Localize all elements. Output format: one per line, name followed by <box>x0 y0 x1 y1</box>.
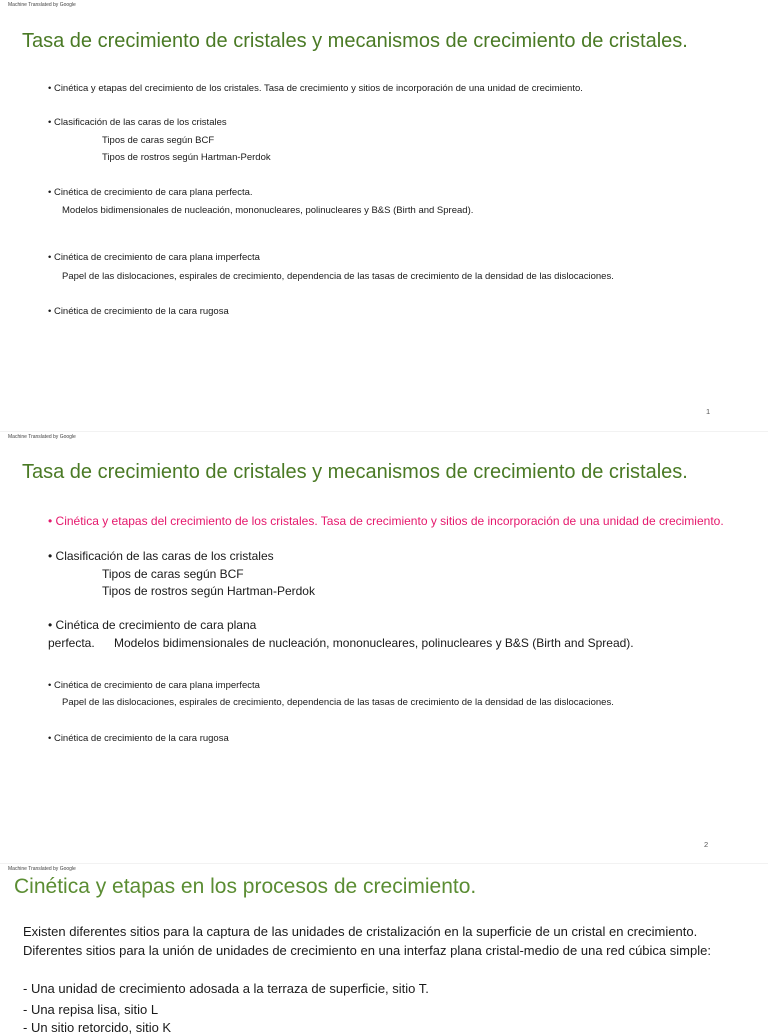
bullet-imperfect-face: • Cinética de crecimiento de cara plana imperfecta <box>48 252 260 263</box>
sub-nucleation-models: Modelos bidimensionales de nucleación, mononucleares, polinucleares y B&S (Birth and Spread). <box>62 205 474 216</box>
bullet-perfect-face: • Cinética de crecimiento de cara plana perfecta. <box>48 187 253 198</box>
sub-hartman-perdok: Tipos de rostros según Hartman-Perdok <box>102 584 315 598</box>
sub-dislocations: Papel de las dislocaciones, espirales de crecimiento, dependencia de las tasas de crecimiento de la densidad de las dislocaciones. <box>62 271 614 282</box>
bullet-kinetics: • Cinética y etapas del crecimiento de los cristales. Tasa de crecimiento y sitios de incorporación de una unidad de crecimiento. <box>48 83 583 94</box>
machine-translated-note: Machine Translated by Google <box>8 434 76 440</box>
machine-translated-note: Machine Translated by Google <box>8 2 76 8</box>
list-item-kink: - Un sitio retorcido, sitio K <box>23 1020 172 1035</box>
bullet-rough-face: • Cinética de crecimiento de la cara rugosa <box>48 306 229 317</box>
machine-translated-note: Machine Translated by Google <box>8 866 76 872</box>
page-1 <box>0 0 768 432</box>
slide-title: Tasa de crecimiento de cristales y mecanismos de crecimiento de cristales. <box>22 30 688 52</box>
list-item-ledge: - Una repisa lisa, sitio L <box>23 1002 159 1017</box>
slide-title: Cinética y etapas en los procesos de crecimiento. <box>14 875 477 898</box>
bullet-face-classification: • Clasificación de las caras de los cristales <box>48 117 227 128</box>
sub-bcf: Tipos de caras según BCF <box>102 135 215 146</box>
sub-dislocations: Papel de las dislocaciones, espirales de crecimiento, dependencia de las tasas de crecimiento de la densidad de las dislocaciones. <box>62 697 614 708</box>
sub-nucleation-models: Modelos bidimensionales de nucleación, mononucleares, polinucleares y B&S (Birth and Spread). <box>114 636 634 650</box>
page-number: 1 <box>706 407 711 416</box>
slide-title: Tasa de crecimiento de cristales y mecanismos de crecimiento de cristales. <box>22 461 688 483</box>
list-item-terrace: - Una unidad de crecimiento adosada a la terraza de superficie, sitio T. <box>23 981 429 996</box>
page-3 <box>0 864 768 1035</box>
intro-paragraph: Existen diferentes sitios para la captura de las unidades de cristalización en la superficie de un cristal en crecimiento. <box>23 924 698 939</box>
bullet-face-classification: • Clasificación de las caras de los cristales <box>48 549 274 563</box>
bullet-perfect-face: • Cinética de crecimiento de cara plana <box>48 618 257 632</box>
bullet-kinetics-highlighted: • Cinética y etapas del crecimiento de los cristales. Tasa de crecimiento y sitios de incorporación de una unidad de crecimiento. <box>48 514 724 528</box>
page-2 <box>0 432 768 864</box>
sites-paragraph: Diferentes sitios para la unión de unidades de crecimiento en una interfaz plana cristal-medio de una red cúbica simple: <box>23 943 711 958</box>
bullet-perfect-face-cont: perfecta. <box>48 636 95 650</box>
page-number: 2 <box>704 840 709 849</box>
sub-hartman-perdok: Tipos de rostros según Hartman-Perdok <box>102 152 271 163</box>
bullet-imperfect-face: • Cinética de crecimiento de cara plana imperfecta <box>48 680 260 691</box>
sub-bcf: Tipos de caras según BCF <box>102 567 244 581</box>
bullet-rough-face: • Cinética de crecimiento de la cara rugosa <box>48 733 229 744</box>
